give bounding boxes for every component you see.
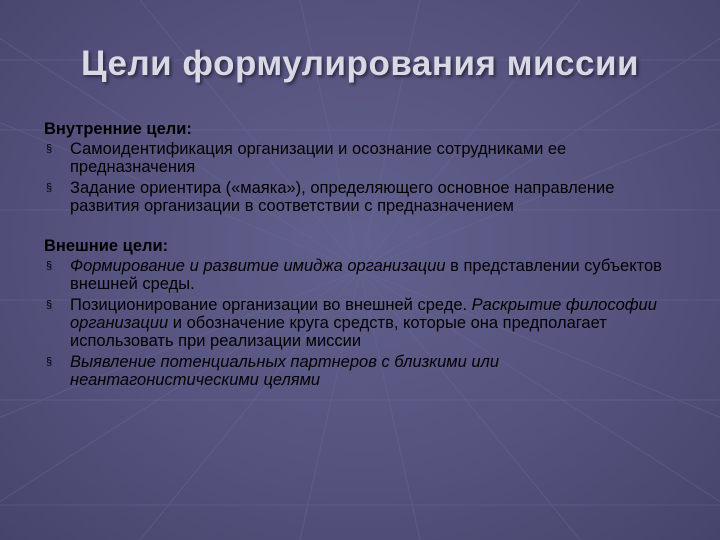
bullet-icon: § xyxy=(46,299,53,311)
list-item xyxy=(44,257,684,293)
list-item-text: Самоидентификация организации и осознание сотрудниками ее предназначения xyxy=(70,140,567,176)
list-item-text: Позиционирование организации во внешней среде. xyxy=(70,296,472,314)
external-goals-heading: Внешние цели: xyxy=(44,237,169,255)
external-goals-list xyxy=(44,257,684,389)
slide-content xyxy=(44,120,684,392)
list-item xyxy=(44,140,684,176)
slide-title: Цели формулирования миссии xyxy=(80,44,640,83)
list-item-text: Задание ориентира («маяка»), определяющего основное направление развития организации в соответствии с предназначением xyxy=(70,179,615,215)
list-item-text: в представлении субъектов внешней среды. xyxy=(70,257,662,293)
list-item xyxy=(44,296,684,350)
list-item-text: и обозначение круга средств, которые она предполагает использовать при реализации миссии xyxy=(70,314,607,350)
bullet-icon: § xyxy=(46,143,53,155)
internal-goals-heading: Внутренние цели: xyxy=(44,120,192,138)
list-item xyxy=(44,353,684,389)
list-item-italic-text: Выявление потенциальных партнеров с близкими или неантагонистическими целями xyxy=(70,353,500,389)
bullet-icon: § xyxy=(46,182,53,194)
internal-goals-list xyxy=(44,140,684,215)
list-item xyxy=(44,179,684,215)
bullet-icon: § xyxy=(46,356,53,368)
list-item-italic-text: Раскрытие философии организации xyxy=(70,296,657,332)
bullet-icon: § xyxy=(46,260,53,272)
list-item-italic-text: Формирование и развитие имиджа организации xyxy=(70,257,446,275)
